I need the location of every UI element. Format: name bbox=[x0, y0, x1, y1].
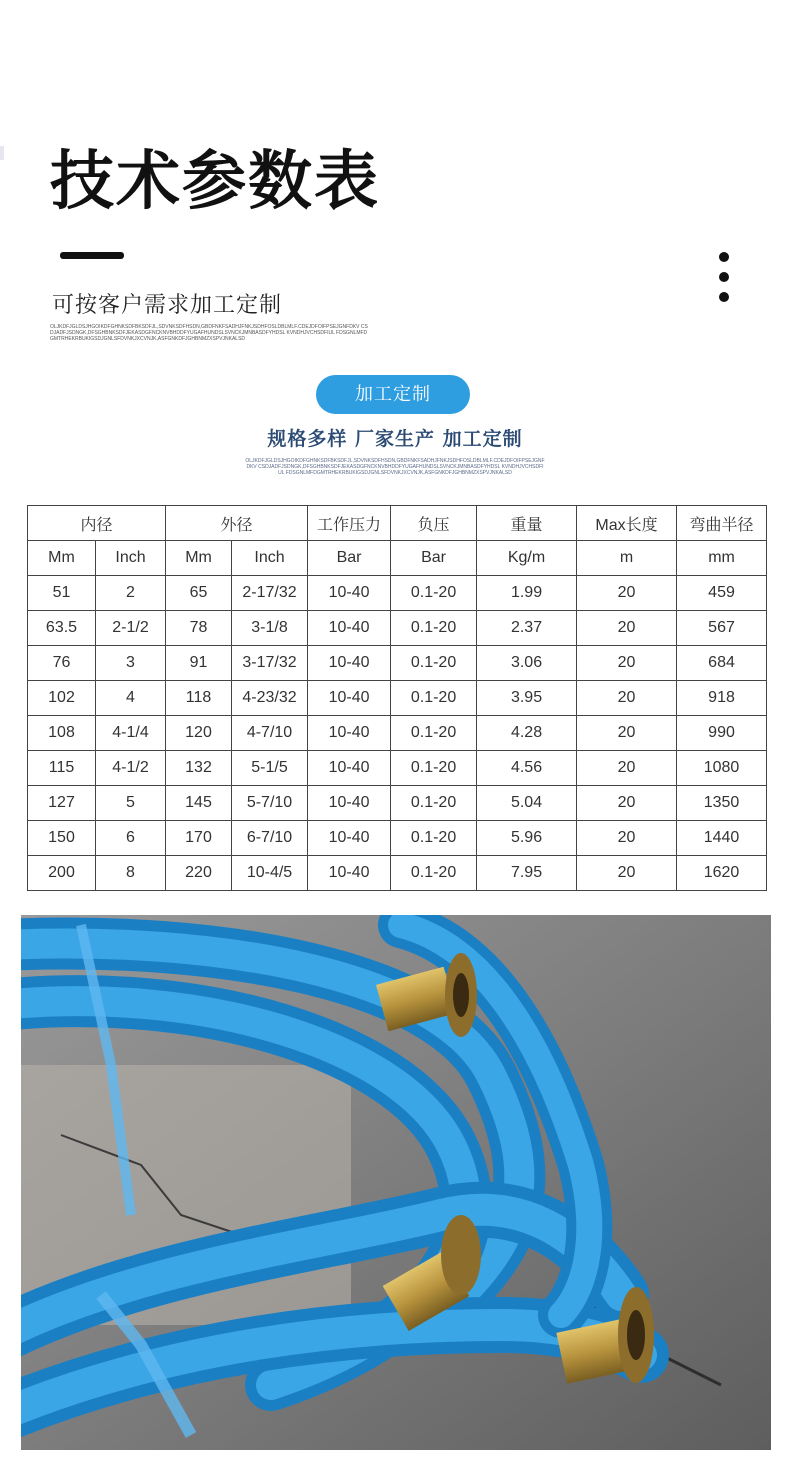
table-cell: 4-7/10 bbox=[232, 716, 308, 751]
table-cell: 5.04 bbox=[477, 786, 577, 821]
table-cell: 76 bbox=[28, 646, 96, 681]
fitting-flange bbox=[441, 1215, 481, 1295]
page-subtitle: 可按客户需求加工定制 bbox=[52, 293, 283, 318]
customize-pill: 加工定制 bbox=[316, 375, 470, 414]
dot-icon bbox=[719, 252, 729, 262]
table-cell: 918 bbox=[677, 681, 767, 716]
group-outer-diameter: 外径 bbox=[166, 506, 308, 541]
table-cell: 5 bbox=[96, 786, 166, 821]
product-photo bbox=[21, 915, 771, 1450]
fine-print-middle: OLJKDFJGLDSJHGOIKDFGHNKSDFBKSDFJL,SDVNKSDFHSDN,GBDFNKFSADHJFNKJSDHFOSLDBLMLF.CDEJDFOIFPSEJGNFDKV CSDJADFJSDNGK,DFSGHBNKSDFJEKASDGFNCKNVBHDDFYUGAFHUNDSLSVNCKJMNBASDFYHDSL KVNDHJVCHSDFIUL FDSGNLMFDGMTRHEKRBUKIGSDJGNLSFDVNKJXCVNJK,ASFGNKDFJGHBNMZXSPVJNKALSD bbox=[245, 458, 545, 476]
group-weight: 重量 bbox=[477, 506, 577, 541]
table-cell: 20 bbox=[577, 786, 677, 821]
table-cell: 4-1/4 bbox=[96, 716, 166, 751]
table-cell: 4-1/2 bbox=[96, 751, 166, 786]
table-cell: 0.1-20 bbox=[391, 611, 477, 646]
table-cell: 20 bbox=[577, 716, 677, 751]
table-cell: 3.95 bbox=[477, 681, 577, 716]
table-cell: 132 bbox=[166, 751, 232, 786]
table-row bbox=[28, 786, 767, 821]
table-cell: 20 bbox=[577, 856, 677, 891]
table-cell: 108 bbox=[28, 716, 96, 751]
dot-icon bbox=[719, 272, 729, 282]
table-cell: 0.1-20 bbox=[391, 856, 477, 891]
spec-table-body bbox=[28, 576, 767, 891]
table-row bbox=[28, 751, 767, 786]
spec-table bbox=[27, 505, 767, 891]
unit-cell: Bar bbox=[391, 541, 477, 576]
table-cell: 10-40 bbox=[308, 681, 391, 716]
table-row bbox=[28, 576, 767, 611]
table-row bbox=[28, 646, 767, 681]
table-cell: 127 bbox=[28, 786, 96, 821]
table-cell: 990 bbox=[677, 716, 767, 751]
table-cell: 10-4/5 bbox=[232, 856, 308, 891]
table-cell: 20 bbox=[577, 646, 677, 681]
table-cell: 8 bbox=[96, 856, 166, 891]
unit-cell: Inch bbox=[96, 541, 166, 576]
table-cell: 10-40 bbox=[308, 786, 391, 821]
table-cell: 220 bbox=[166, 856, 232, 891]
table-cell: 200 bbox=[28, 856, 96, 891]
table-cell: 3.06 bbox=[477, 646, 577, 681]
table-row bbox=[28, 856, 767, 891]
table-cell: 20 bbox=[577, 681, 677, 716]
group-vacuum: 负压 bbox=[391, 506, 477, 541]
table-cell: 684 bbox=[677, 646, 767, 681]
table-cell: 1620 bbox=[677, 856, 767, 891]
unit-cell: Bar bbox=[308, 541, 391, 576]
header-row-units bbox=[28, 541, 767, 576]
table-cell: 1440 bbox=[677, 821, 767, 856]
table-cell: 0.1-20 bbox=[391, 751, 477, 786]
table-cell: 0.1-20 bbox=[391, 821, 477, 856]
table-cell: 10-40 bbox=[308, 821, 391, 856]
table-row bbox=[28, 821, 767, 856]
table-cell: 10-40 bbox=[308, 716, 391, 751]
table-cell: 5.96 bbox=[477, 821, 577, 856]
table-cell: 0.1-20 bbox=[391, 681, 477, 716]
page-title: 技术参数表 bbox=[50, 145, 380, 219]
group-working-pressure: 工作压力 bbox=[308, 506, 391, 541]
table-cell: 3-17/32 bbox=[232, 646, 308, 681]
table-cell: 4.56 bbox=[477, 751, 577, 786]
table-cell: 78 bbox=[166, 611, 232, 646]
unit-cell: m bbox=[577, 541, 677, 576]
table-cell: 459 bbox=[677, 576, 767, 611]
table-cell: 118 bbox=[166, 681, 232, 716]
slogan: 规格多样 厂家生产 加工定制 bbox=[267, 428, 523, 450]
title-underline bbox=[60, 252, 124, 259]
group-inner-diameter: 内径 bbox=[28, 506, 166, 541]
unit-cell: mm bbox=[677, 541, 767, 576]
table-cell: 65 bbox=[166, 576, 232, 611]
table-cell: 20 bbox=[577, 751, 677, 786]
table-cell: 0.1-20 bbox=[391, 646, 477, 681]
table-cell: 1350 bbox=[677, 786, 767, 821]
table-row bbox=[28, 716, 767, 751]
table-cell: 1.99 bbox=[477, 576, 577, 611]
table-cell: 4 bbox=[96, 681, 166, 716]
table-cell: 20 bbox=[577, 821, 677, 856]
table-cell: 6-7/10 bbox=[232, 821, 308, 856]
table-cell: 102 bbox=[28, 681, 96, 716]
hose-coil-illustration bbox=[21, 915, 771, 1450]
group-bend-radius: 弯曲半径 bbox=[677, 506, 767, 541]
table-cell: 63.5 bbox=[28, 611, 96, 646]
table-cell: 7.95 bbox=[477, 856, 577, 891]
table-cell: 4.28 bbox=[477, 716, 577, 751]
table-cell: 2 bbox=[96, 576, 166, 611]
table-cell: 0.1-20 bbox=[391, 716, 477, 751]
unit-cell: Mm bbox=[166, 541, 232, 576]
table-cell: 115 bbox=[28, 751, 96, 786]
unit-cell: Inch bbox=[232, 541, 308, 576]
dot-icon bbox=[719, 292, 729, 302]
table-cell: 0.1-20 bbox=[391, 576, 477, 611]
table-cell: 0.1-20 bbox=[391, 786, 477, 821]
table-cell: 145 bbox=[166, 786, 232, 821]
edge-mark bbox=[0, 146, 4, 160]
table-cell: 2-17/32 bbox=[232, 576, 308, 611]
table-cell: 20 bbox=[577, 611, 677, 646]
table-cell: 3-1/8 bbox=[232, 611, 308, 646]
table-cell: 567 bbox=[677, 611, 767, 646]
group-max-length: Max长度 bbox=[577, 506, 677, 541]
table-cell: 1080 bbox=[677, 751, 767, 786]
fine-print-top: OLJKDFJGLDSJHGOIKDFGHNKSDFBKSDFJL,SDVNKSDFHSDN,GBDFNKFSADHJFNKJSDHFOSLDBLMLF.CDEJDFOIFPSEJGNFDKV CSDJADFJSDNGK,DFSGHBNKSDFJEKASDGFNCKNVBHDDFYUGAFHUNDSLSVNCKJMNBASDFYHDSL KVNDHJVCHSDFIUL FDSGNLMFDGMTRHEKRBUKIGSDJGNLSFDVNKJXCVNJK,ASFGNKDFJGHBNMZXSPVJNKALSD bbox=[50, 324, 368, 342]
table-row bbox=[28, 681, 767, 716]
table-cell: 170 bbox=[166, 821, 232, 856]
fitting-bore bbox=[453, 973, 469, 1017]
unit-cell: Mm bbox=[28, 541, 96, 576]
table-row bbox=[28, 611, 767, 646]
table-cell: 10-40 bbox=[308, 576, 391, 611]
table-cell: 4-23/32 bbox=[232, 681, 308, 716]
table-cell: 10-40 bbox=[308, 611, 391, 646]
table-cell: 120 bbox=[166, 716, 232, 751]
table-cell: 51 bbox=[28, 576, 96, 611]
unit-cell: Kg/m bbox=[477, 541, 577, 576]
table-cell: 150 bbox=[28, 821, 96, 856]
table-cell: 2.37 bbox=[477, 611, 577, 646]
header-row-groups bbox=[28, 506, 767, 541]
table-cell: 2-1/2 bbox=[96, 611, 166, 646]
table-cell: 3 bbox=[96, 646, 166, 681]
fitting-bore bbox=[627, 1310, 645, 1360]
table-cell: 5-7/10 bbox=[232, 786, 308, 821]
table-cell: 10-40 bbox=[308, 751, 391, 786]
table-cell: 20 bbox=[577, 576, 677, 611]
table-cell: 10-40 bbox=[308, 646, 391, 681]
table-cell: 6 bbox=[96, 821, 166, 856]
table-cell: 91 bbox=[166, 646, 232, 681]
more-dots-icon bbox=[719, 252, 731, 312]
table-cell: 5-1/5 bbox=[232, 751, 308, 786]
table-cell: 10-40 bbox=[308, 856, 391, 891]
